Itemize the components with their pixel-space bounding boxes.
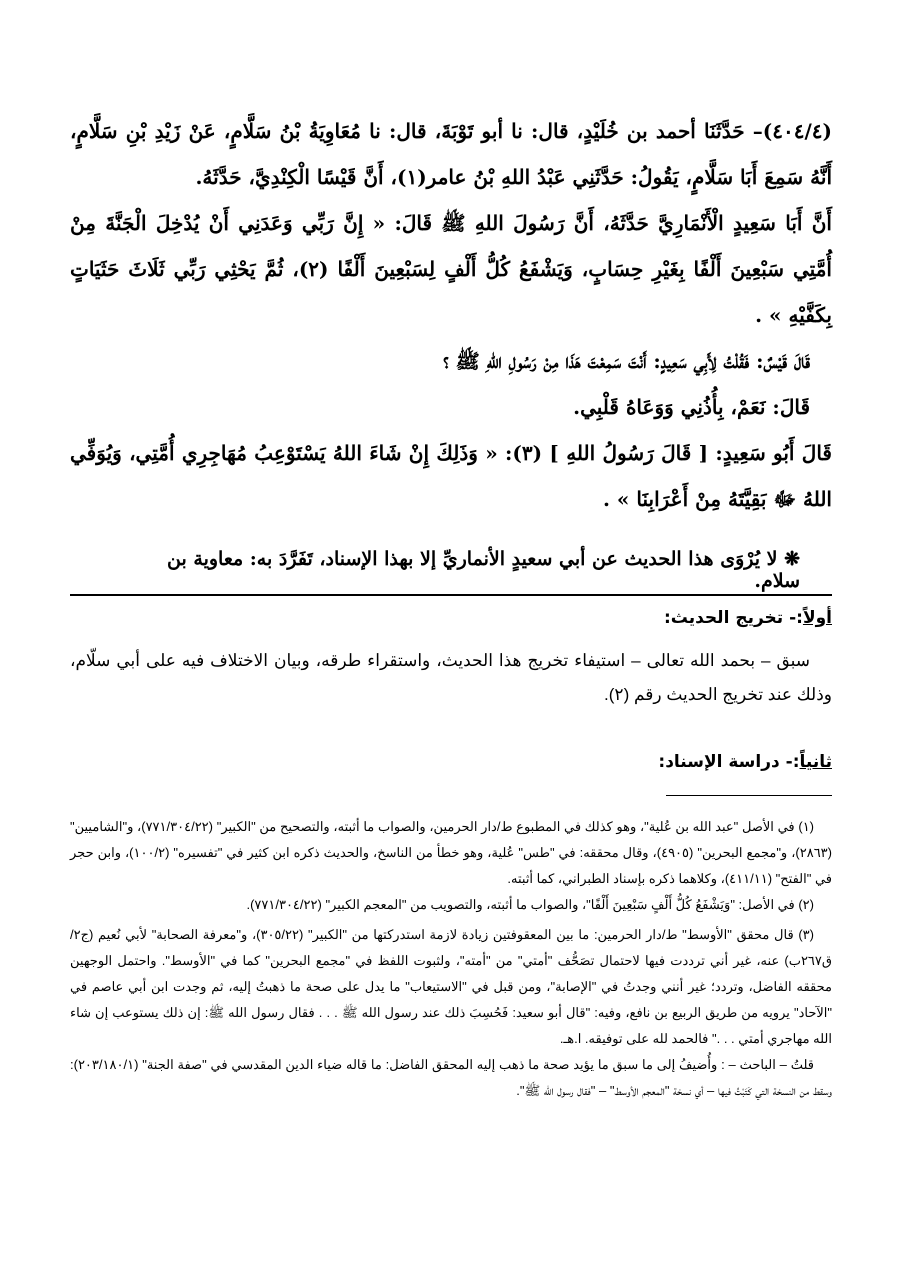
footnote-3-addendum: قلتُ – الباحث – : وأُضيفُ إلى ما سبق ما يؤيد صحة ما ذهب إليه المحقق الفاضل: ما قاله ضياء الدين المقدسي في "صفة الجنة" (٢٠٣/١٨٠/١): وسقط من النسخة التي كَتَبْتُ فيها – أي نسخة "المعجم الأوسط" – "فقال رسول الله ﷺ". — [70, 1057, 832, 1098]
section-heading-isnad — [658, 752, 832, 772]
hadith-question: قَالَ قَيْسٌ: فَقُلْتُ لِأَبِي سَعِيدٍ: أَنْتَ سَمِعْتَ هَذَا مِنْ رَسُولِ اللهِ ﷺ ؟ — [443, 349, 810, 373]
section-heading-title: :- دراسة الإسناد: — [658, 752, 800, 772]
hadith-text — [70, 108, 832, 522]
takhrij-paragraph: سبق – بحمد الله تعالى – استيفاء تخريج هذا الحديث، واستقراء طرقه، وبيان الاختلاف فيه على أبي سلّام، وذلك عند تخريج الحديث رقم (٢). — [70, 651, 832, 704]
hadith-answer: قَالَ: نَعَمْ، بِأُذُنِي وَوَعَاهُ قَلْبِي. — [573, 395, 810, 419]
tafarrud-note: ❋ لا يُرْوَى هذا الحديث عن أبي سعيدٍ الأنماريِّ إلا بهذا الإسناد، تَفَرَّدَ به: معاوية بن سلام. — [167, 548, 800, 592]
section-heading-takhrij — [664, 608, 832, 628]
takhrij-body — [70, 644, 832, 712]
footnote-2: (٢) في الأصل: "وَيَشْفَعُ كُلُّ أَلْفٍ سَبْعِينَ أَلْفًا"، والصواب ما أثبته، والتصويب من "المعجم الكبير" (٧٧١/٣٠٤/٢٢). — [246, 897, 814, 912]
hadith-isnad: (٤٠٤/٤)– حَدَّثَنَا أحمد بن خُلَيْدٍ، قال: نا أبو تَوْبَةَ، قال: نا مُعَاوِيَةُ بْنُ سَلَّامٍ، عَنْ زَيْدِ بْنِ سَلَّامٍ، أَنَّهُ سَمِعَ أَبَا سَلَّامٍ، يَقُولُ: حَدَّثَنِي عَبْدُ اللهِ بْنُ عامر(١)، أَنَّ قَيْسًا الْكِنْدِيَّ، حَدَّثَهُ. — [70, 119, 832, 189]
section-heading-number: ثانياً — [799, 752, 832, 772]
hadith-conclusion: قَالَ أَبُو سَعِيدٍ: [ قَالَ رَسُولُ اللهِ ] (٣): « وَذَلِكَ إِنْ شَاءَ اللهُ يَسْتَوْعِبُ مُهَاجِرِي أُمَّتِي، وَيُوَفِّي اللهُ ﷻ بَقِيَّتَهُ مِنْ أَعْرَابِنَا » . — [70, 441, 832, 511]
divider — [70, 594, 832, 596]
section-heading-number: أولاً — [802, 608, 832, 628]
footnote-1: (١) في الأصل "عبد الله بن عُلية"، وهو كذلك في المطبوع ط/دار الحرمين، والصواب ما أثبته، والتصحيح من "الكبير" (٧٧١/٣٠٤/٢٢)، و"الشاميين" (٢٨٦٣)، و"مجمع البحرين" (٤٩٠٥)، وقال محققه: في "طس" عُلية، وهو خطأ من الناسخ، والحديث ذكره ابن كثير في "تفسيره" (١٠٠/٢)، وابن حجر في "الفتح" (٤١١/١١)، وكلاهما ذكره بإسناد الطبراني، كما أثبته. — [70, 819, 833, 886]
footnotes — [70, 814, 832, 1104]
footnote-separator — [666, 795, 832, 796]
section-heading-title: :- تخريج الحديث: — [663, 608, 803, 628]
hadith-matn: أَنَّ أَبَا سَعِيدٍ الْأَنْمَارِيَّ حَدَّثَهُ، أَنَّ رَسُولَ اللهِ ﷺ قَالَ: « إِنَّ رَبِّي وَعَدَنِي أَنْ يُدْخِلَ الْجَنَّةَ مِنْ أُمَّتِي سَبْعِينَ أَلْفًا بِغَيْرِ حِسَابٍ، وَيَشْفَعُ كُلُّ أَلْفٍ لِسَبْعِينَ أَلْفًا (٢)، ثُمَّ يَحْثِي رَبِّي ثَلَاثَ حَثَيَاتٍ بِكَفَّيْهِ » . — [70, 211, 832, 327]
footnote-3: (٣) قال محقق "الأوسط" ط/دار الحرمين: ما بين المعقوفتين زيادة لازمة استدركتها من "الكبير" (٣٠٥/٢٢)، و"معرفة الصحابة" لأبي نُعيم (ج٢/ق٢٦٧ب) عنه، غير أني ترددت فيها لاحتمال تصَحُّف "أمتي" من "أمته"، ولثبوت اللفظ في "مجمع البحرين" كما في "الأوسط". واحتمل الوجهين محققه الفاضل، وتردد؛ غير أنني وجدتُ في "الإصابة"، ومن قبل في "الاستيعاب" ما يدل على صحة ما ذهبتُ إليه، ثم وجدت ابن أبي عاصم في "الآحاد" يرويه من طريق الربيع بن نافع، وفيه: "قال أبو سعيد: فَحُسِبَ ذلك عند رسول الله ﷺ . . . فقال رسول الله ﷺ: إن ذلك يستوعب إن شاء الله مهاجري أمتي . . ." فالحمد لله على توفيقه. ا.هـ. — [70, 927, 832, 1046]
